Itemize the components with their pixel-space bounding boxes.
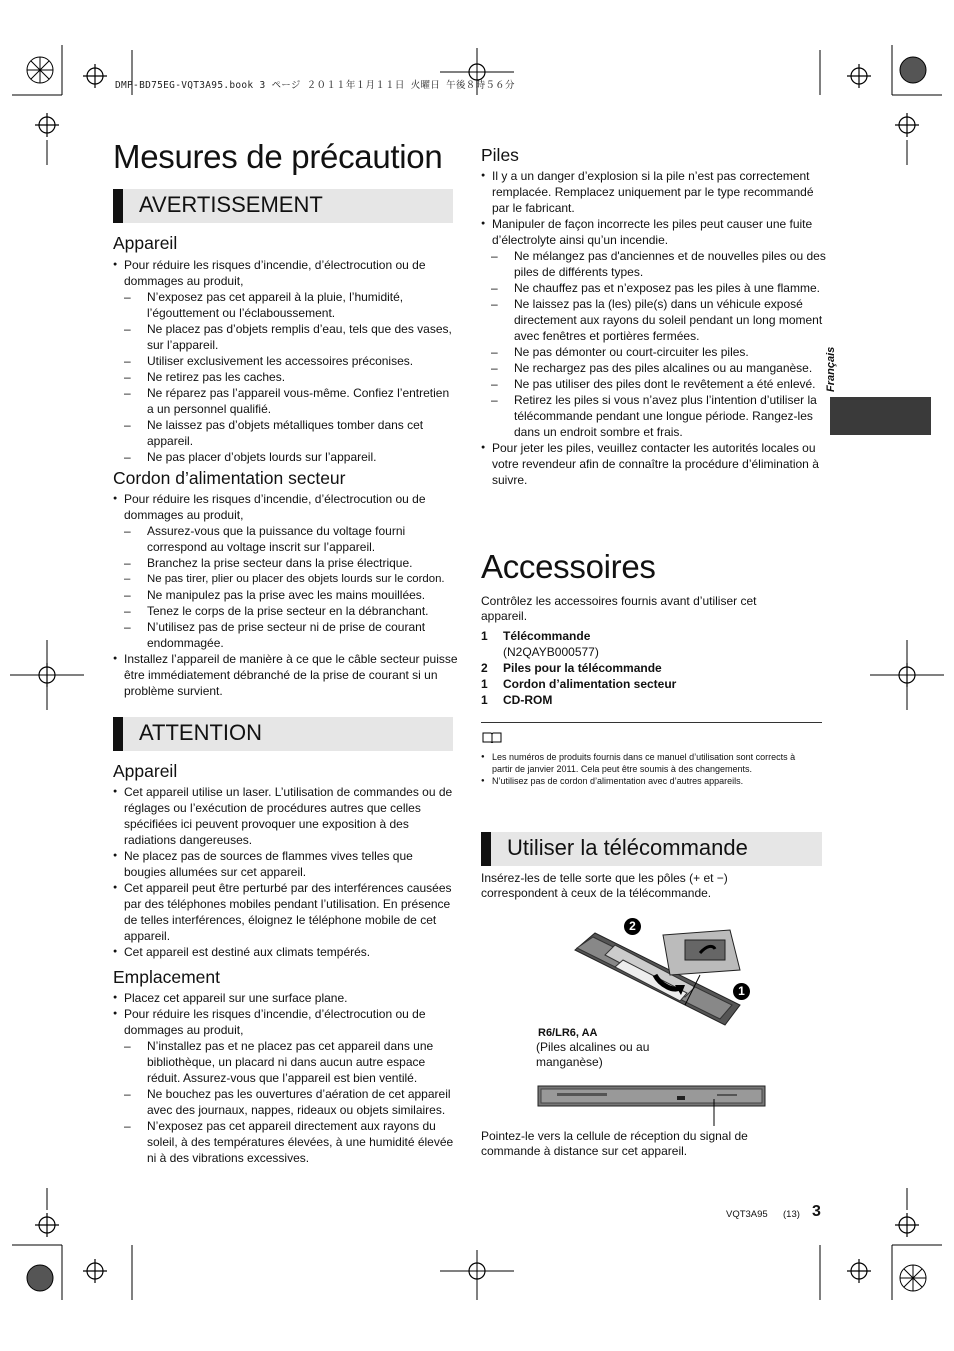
list-item: – Ne chauffez pas et n’exposez pas les piles à une flamme. <box>491 280 826 296</box>
list-item: 1 CD-ROM <box>481 693 553 707</box>
battery-type: R6/LR6, AA <box>538 1027 598 1039</box>
list-item: ● Cet appareil utilise un laser. L’utilisation de commandes ou de réglages ou l’exécution de procédures autres que celles spécifiées ici peuvent provoquer une exposition à des radiations dangereuses. <box>113 784 458 848</box>
list-item: ● Placez cet appareil sur une surface plane. <box>113 990 458 1006</box>
list-item: – Ne manipulez pas la prise avec les mains mouillées. <box>124 587 458 603</box>
page-title: Mesures de précaution <box>113 138 443 175</box>
list-item: – Ne pas tirer, plier ou placer des objets lourds sur le cordon. <box>124 571 458 587</box>
list-item: – Ne mélangez pas d'anciennes et de nouvelles piles ou des piles de différents types. <box>491 248 826 280</box>
notes-list <box>481 751 811 787</box>
list-item: – Tenez le corps de la prise secteur en la débranchant. <box>124 603 458 619</box>
piles-list <box>481 168 826 488</box>
appareil-list <box>113 257 458 465</box>
file-header: DMP-BD75EG-VQT3A95.book 3 ページ ２０１１年１月１１日 火曜日 午後８時５６分 <box>115 80 515 91</box>
language-tab <box>830 397 931 435</box>
telecommande-band <box>481 832 822 866</box>
list-item: ● Il y a un danger d’explosion si la pile n’est pas correctement remplacée. Remplacez uniquement par le type recommandé par le fabricant. <box>481 168 826 216</box>
appareil2-heading: Appareil <box>113 761 178 781</box>
list-item: – N’exposez pas cet appareil directement aux rayons du soleil, à des températures élevées, à une humidité élevée ni à des vibrations excessives. <box>124 1118 458 1166</box>
list-item: – N’utilisez pas de prise secteur ni de prise de courant endommagée. <box>124 619 458 651</box>
list-item: – Ne réparez pas l’appareil vous-même. Confiez l’entretien a un personnel qualifié. <box>124 385 458 417</box>
list-item: – Branchez la prise secteur dans la prise électrique. <box>124 555 458 571</box>
list-item: – Ne bouchez pas les ouvertures d’aération de cet appareil avec des journaux, nappes, rideaux ou objets similaires. <box>124 1086 458 1118</box>
telecommande-intro: Insérez-les de telle sorte que les pôles (+ et −) correspondent à ceux de la télécommande. <box>481 871 728 900</box>
list-item: – Utiliser exclusivement les accessoires préconises. <box>124 353 458 369</box>
list-item: 1 Télécommande <box>481 629 591 643</box>
list-item: ● Pour jeter les piles, veuillez contacter les autorités locales ou votre revendeur afin de connaître la procédure d’élimination à suivre. <box>481 440 826 488</box>
list-item: – Ne laissez pas la (les) pile(s) dans un véhicule exposé directement aux rayons du soleil pendant un long moment avec fenêtres et portières fermées. <box>491 296 826 344</box>
list-item: – N’installez pas et ne placez pas cet appareil dans une bibliothèque, un placard ni dans aucun autre espace réduit. Assurez-vous que l’appareil est bien ventilé. <box>124 1038 458 1086</box>
list-item: ● Pour réduire les risques d’incendie, d’électrocution ou de dommages au produit, – N’exposez pas cet appareil à la pluie, l’humidité, l’égouttement ou l’éclaboussement. – Ne placez pas d’objets remplis d’eau, tels que des vases, sur l’appareil. – Utiliser exclusivement les accessoires préconises. – Ne retirez pas les caches. – Ne réparez pas l’appareil vous-même. Confiez l’entretien a un personnel qualifié. – Ne laissez pas d’objets métalliques tomber dans cet appareil. – Ne pas placer d’objets lourds sur l’appareil. <box>113 257 458 465</box>
list-item: ● N’utilisez pas de cordon d’alimentation avec d’autres appareils. <box>481 775 811 787</box>
divider <box>481 722 822 723</box>
list-item: 1 Cordon d’alimentation secteur <box>481 677 677 691</box>
warning-band-label: AVERTISSEMENT <box>139 192 323 217</box>
battery-desc: (Piles alcalines ou au manganèse) <box>536 1040 650 1069</box>
list-item: – Assurez-vous que la puissance du voltage fourni correspond au voltage inscrit sur l’appareil. <box>124 523 458 555</box>
list-item: – Ne retirez pas les caches. <box>124 369 458 385</box>
emplacement-list <box>113 990 458 1166</box>
list-item: ● Cet appareil peut être perturbé par des interférences causées par des téléphones mobiles pendant l’utilisation. En présence de telles interférences, éloignez le téléphone mobile de cet appareil. <box>113 880 458 944</box>
book-icon <box>482 731 502 743</box>
list-item: – Ne placez pas d’objets remplis d’eau, tels que des vases, sur l’appareil. <box>124 321 458 353</box>
cordon-heading: Cordon d’alimentation secteur <box>113 468 346 488</box>
emplacement-heading: Emplacement <box>113 967 220 987</box>
warning-band <box>113 189 453 223</box>
list-item: 2 Piles pour la télécommande <box>481 661 662 675</box>
list-item: – Retirez les piles si vous n’avez plus l’intention d’utiliser la télécommande pendant une longue période. Rangez-les dans un endroit sombre et frais. <box>491 392 826 440</box>
language-label: Français <box>825 346 837 392</box>
attention-band <box>113 717 453 751</box>
list-item: ● Pour réduire les risques d’incendie, d’électrocution ou de dommages au produit, – N’installez pas et ne placez pas cet appareil dans une bibliothèque, un placard ni dans aucun autre espace réduit. Assurez-vous que l’appareil est bien ventilé. – Ne bouchez pas les ouvertures d’aération de cet appareil avec des journaux, nappes, rideaux ou objets similaires. – N’exposez pas cet appareil directement aux rayons du soleil, à des températures élevées, à une humidité élevée ni à des vibrations excessives. <box>113 1006 458 1166</box>
footer-sub: (13) <box>783 1209 800 1220</box>
step-2-badge: 2 <box>624 918 641 935</box>
remote-battery-illustration <box>535 915 775 1035</box>
list-item: – Ne pas utiliser des piles dont le revêtement a été enlevé. <box>491 376 826 392</box>
list-item: – Ne laissez pas d’objets métalliques tomber dans cet appareil. <box>124 417 458 449</box>
list-item: – Ne rechargez pas des piles alcalines ou au manganèse. <box>491 360 826 376</box>
list-item: ● Cet appareil est destiné aux climats tempérés. <box>113 944 458 960</box>
appareil-heading: Appareil <box>113 233 178 253</box>
accessoires-list <box>481 628 821 708</box>
telecommande-band-label: Utiliser la télécommande <box>507 835 748 860</box>
list-item: ● Ne placez pas de sources de flammes vives telles que bougies allumées sur cet appareil. <box>113 848 458 880</box>
accessoires-intro: Contrôlez les accessoires fournis avant d’utiliser cet appareil. <box>481 594 757 623</box>
cordon-list <box>113 491 458 699</box>
step-1-badge: 1 <box>733 983 750 1000</box>
list-item: – Ne pas démonter ou court-circuiter les piles. <box>491 344 826 360</box>
list-item: ● Installez l’appareil de manière à ce que le câble secteur puisse être immédiatement débranché de la prise de courant si un problème survient. <box>113 651 458 699</box>
list-item: ● Manipuler de façon incorrecte les piles peut causer une fuite d’électrolyte ainsi qu’un incendie. – Ne mélangez pas d'anciennes et de nouvelles piles ou des piles de différents types. – Ne chauffez pas et n’exposez pas les piles à une flamme. – Ne laissez pas la (les) pile(s) dans un véhicule exposé directement aux rayons du soleil pendant un long moment avec fenêtres et portières fermées. – Ne pas démonter ou court-circuiter les piles. – Ne rechargez pas des piles alcalines ou au manganèse. – Ne pas utiliser des piles dont le revêtement a été enlevé. – Retirez les piles si vous n’avez plus l’intention d’utiliser la télécommande pendant une longue période. Rangez-les dans un endroit sombre et frais. <box>481 216 826 440</box>
accessoires-title: Accessoires <box>481 548 656 585</box>
player-illustration <box>537 1085 767 1127</box>
appareil2-list <box>113 784 458 960</box>
pointer-text: Pointez-le vers la cellule de réception du signal de commande à distance sur cet appareil. <box>481 1129 748 1158</box>
list-item: (N2QAYB000577) <box>503 645 599 659</box>
footer-code: VQT3A95 <box>726 1209 768 1220</box>
attention-band-label: ATTENTION <box>139 720 263 745</box>
list-item: – Ne pas placer d’objets lourds sur l’appareil. <box>124 449 458 465</box>
page-number: 3 <box>812 1203 821 1220</box>
list-item: ● Les numéros de produits fournis dans ce manuel d’utilisation sont corrects à partir de janvier 2011. Cela peut être soumis à des changements. <box>481 751 811 775</box>
piles-heading: Piles <box>481 145 519 165</box>
list-item: ● Pour réduire les risques d’incendie, d’électrocution ou de dommages au produit, – Assurez-vous que la puissance du voltage fourni correspond au voltage inscrit sur l’appareil. – Branchez la prise secteur dans la prise électrique. – Ne pas tirer, plier ou placer des objets lourds sur le cordon. – Ne manipulez pas la prise avec les mains mouillées. – Tenez le corps de la prise secteur en la débranchant. – N’utilisez pas de prise secteur ni de prise de courant endommagée. <box>113 491 458 651</box>
list-item: – N’exposez pas cet appareil à la pluie, l’humidité, l’égouttement ou l’éclaboussement. <box>124 289 458 321</box>
